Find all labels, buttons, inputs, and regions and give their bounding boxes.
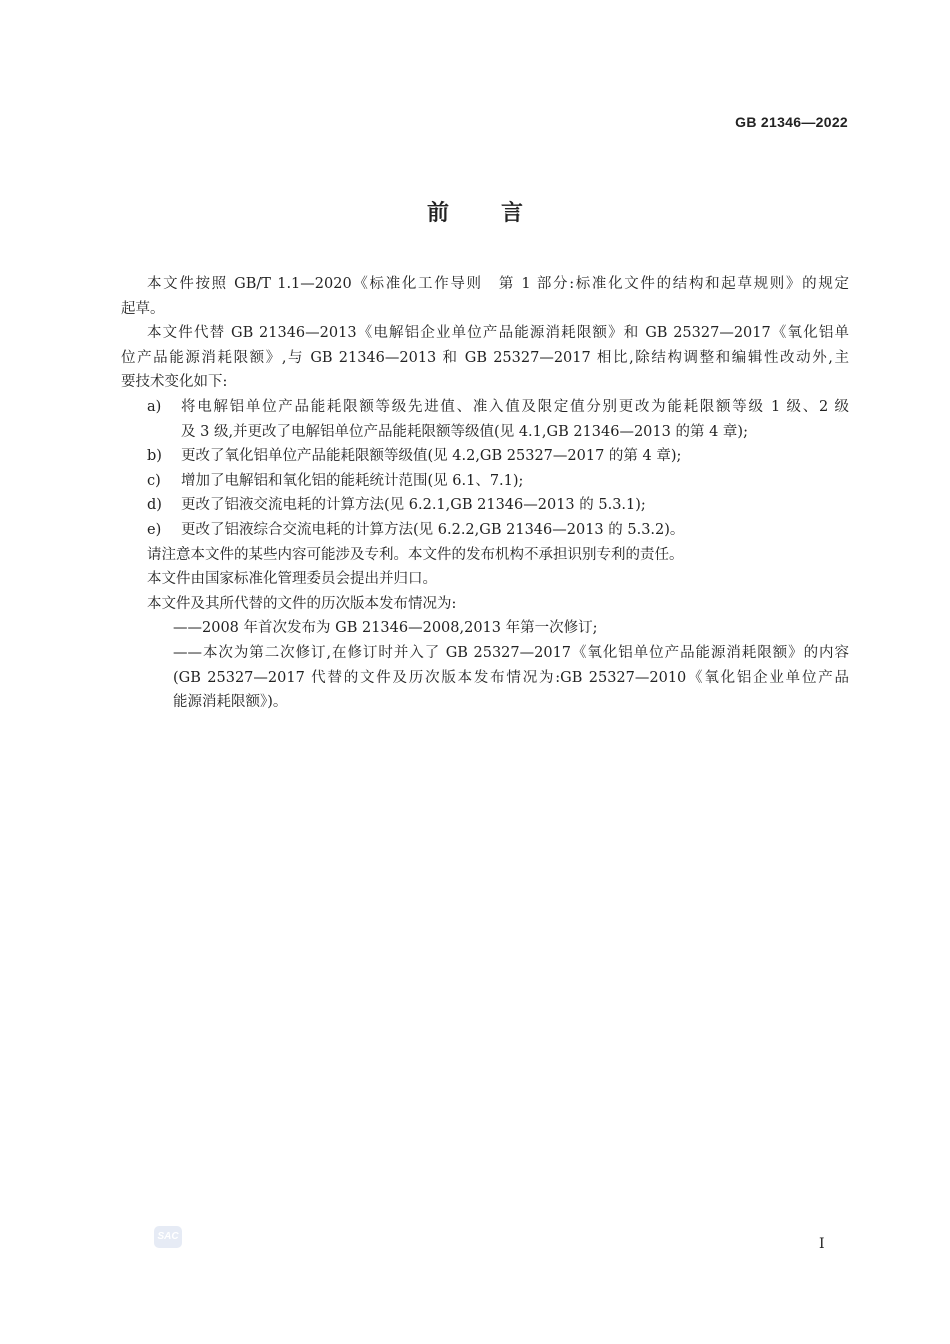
- paragraph-line: 本文件代替 GB 21346—2013《电解铝企业单位产品能源消耗限额》和 GB 25327—2017《氧化铝单: [147, 325, 849, 342]
- page-title: [0, 196, 950, 227]
- document-number: GB 21346—2022: [735, 114, 848, 130]
- history-item-continuation: 能源消耗限额》)。: [173, 694, 288, 711]
- paragraph-line: 位产品能源消耗限额》,与 GB 21346—2013 和 GB 25327—2017 相比,除结构调整和编辑性改动外,主: [121, 349, 849, 366]
- list-text: 将电解铝单位产品能耗限额等级先进值、准入值及限定值分别更改为能耗限额等级 1 级、2 级: [181, 398, 849, 415]
- list-item: [121, 518, 849, 543]
- list-label: d): [147, 497, 162, 514]
- list-label: a): [147, 398, 162, 415]
- foreword-body: [121, 272, 849, 715]
- title-char: 言: [501, 201, 524, 226]
- list-label: c): [147, 472, 161, 489]
- sac-logo: SAC: [154, 1226, 182, 1248]
- list-item: [121, 493, 849, 518]
- title-char: 前: [426, 201, 449, 226]
- paragraph-line: 要技术变化如下:: [121, 374, 228, 391]
- proposer-statement: 本文件由国家标准化管理委员会提出并归口。: [147, 571, 437, 588]
- paragraph-line: 本文件按照 GB/T 1.1—2020《标准化工作导则 第 1 部分:标准化文件的结构和起草规则》的规定: [147, 276, 849, 292]
- list-label: e): [147, 521, 162, 538]
- list-label: b): [147, 448, 162, 465]
- list-text: 更改了氧化铝单位产品能耗限额等级值(见 4.2,GB 25327—2017 的第 4 章);: [181, 448, 682, 465]
- patent-notice: 请注意本文件的某些内容可能涉及专利。本文件的发布机构不承担识别专利的责任。: [147, 546, 684, 563]
- history-item-continuation: (GB 25327—2017 代替的文件及历次版本发布情况为:GB 25327—2010《氧化铝企业单位产品: [173, 669, 849, 686]
- list-item: [121, 444, 849, 469]
- list-item: [121, 469, 849, 494]
- page-number: I: [819, 1236, 825, 1252]
- list-text: 更改了铝液交流电耗的计算方法(见 6.2.1,GB 21346—2013 的 5.3.1);: [181, 497, 646, 514]
- list-item: [121, 395, 849, 420]
- list-text: 更改了铝液综合交流电耗的计算方法(见 6.2.2,GB 21346—2013 的 5.3.2)。: [181, 521, 685, 538]
- history-item: ——本次为第二次修订,在修订时并入了 GB 25327—2017《氧化铝单位产品能源消耗限额》的内容: [173, 644, 849, 661]
- history-item: ——2008 年首次发布为 GB 21346—2008,2013 年第一次修订;: [173, 620, 598, 637]
- history-intro: 本文件及其所代替的文件的历次版本发布情况为:: [147, 595, 457, 612]
- paragraph-line: 起草。: [121, 300, 165, 317]
- list-item-continuation: 及 3 级,并更改了电解铝单位产品能耗限额等级值(见 4.1,GB 21346—2013 的第 4 章);: [181, 423, 748, 440]
- list-text: 增加了电解铝和氧化铝的能耗统计范围(见 6.1、7.1);: [181, 472, 524, 489]
